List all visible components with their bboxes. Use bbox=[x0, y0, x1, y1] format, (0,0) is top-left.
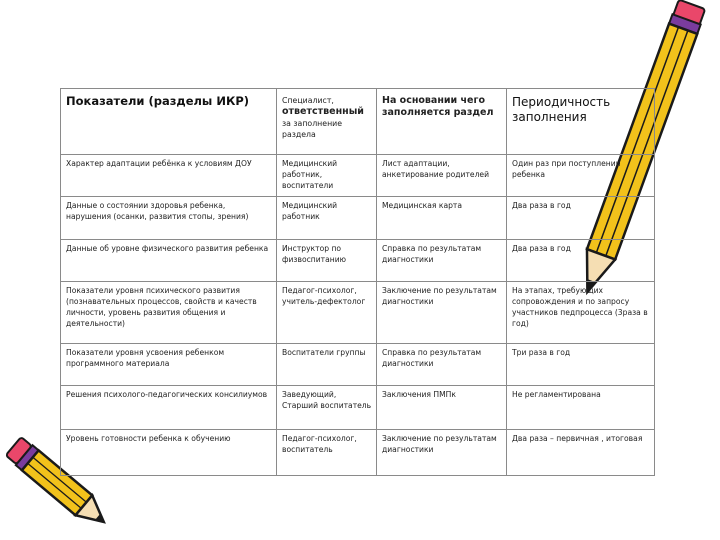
header-indicators bbox=[61, 89, 277, 155]
table-row bbox=[61, 155, 655, 197]
cell-specialist: Педагог-психолог, воспитатель bbox=[277, 430, 377, 476]
table-row bbox=[61, 344, 655, 386]
cell-specialist: Медицинский работник, воспитатели bbox=[277, 155, 377, 197]
table-row bbox=[61, 430, 655, 476]
cell-basis: Справка по результатам диагностики bbox=[377, 344, 507, 386]
cell-frequency: Не регламентирована bbox=[507, 386, 655, 430]
cell-specialist: Педагог-психолог, учитель-дефектолог bbox=[277, 282, 377, 344]
cell-specialist: Инструктор по физвоспитанию bbox=[277, 240, 377, 282]
cell-indicator: Характер адаптации ребёнка к условиям ДОУ bbox=[61, 155, 277, 197]
header-specialist-line3: за заполнение раздела bbox=[282, 119, 343, 139]
header-specialist-line2: ответственный bbox=[282, 106, 364, 117]
header-basis bbox=[377, 89, 507, 155]
cell-basis: Заключения ПМПк bbox=[377, 386, 507, 430]
table-row bbox=[61, 240, 655, 282]
cell-basis: Лист адаптации, анкетирование родителей bbox=[377, 155, 507, 197]
header-specialist-line1: Специалист, bbox=[282, 96, 334, 105]
header-specialist bbox=[277, 89, 377, 155]
header-frequency-label: Периодичность заполнения bbox=[512, 95, 611, 124]
cell-frequency: На этапах, требующих сопровождения и по запросу участников педпроцесса (3раза в год) bbox=[507, 282, 655, 344]
cell-frequency: Один раз при поступлении ребенка bbox=[507, 155, 655, 197]
table-header-row bbox=[61, 89, 655, 155]
table-row bbox=[61, 386, 655, 430]
cell-indicator: Данные о состоянии здоровья ребенка, нарушения (осанки, развития стопы, зрения) bbox=[61, 197, 277, 240]
header-basis-label: На основании чего заполняется раздел bbox=[382, 95, 494, 118]
header-indicators-label: Показатели (разделы ИКР) bbox=[66, 94, 250, 108]
ikr-table bbox=[60, 88, 655, 476]
cell-indicator: Показатели уровня психического развития (познавательных процессов, свойств и качеств личности, уровень развития общения и деятельности) bbox=[61, 282, 277, 344]
cell-frequency: Два раза в год bbox=[507, 197, 655, 240]
header-frequency bbox=[507, 89, 655, 155]
table-row bbox=[61, 197, 655, 240]
cell-frequency: Два раза в год bbox=[507, 240, 655, 282]
cell-indicator: Показатели уровня усвоения ребенком программного материала bbox=[61, 344, 277, 386]
cell-basis: Заключение по результатам диагностики bbox=[377, 282, 507, 344]
cell-specialist: Заведующий, Старший воспитатель bbox=[277, 386, 377, 430]
cell-indicator: Решения психолого-педагогических консилиумов bbox=[61, 386, 277, 430]
cell-specialist: Воспитатели группы bbox=[277, 344, 377, 386]
cell-indicator: Данные об уровне физического развития ребенка bbox=[61, 240, 277, 282]
cell-frequency: Два раза – первичная , итоговая bbox=[507, 430, 655, 476]
table-row bbox=[61, 282, 655, 344]
cell-basis: Медицинская карта bbox=[377, 197, 507, 240]
cell-basis: Заключение по результатам диагностики bbox=[377, 430, 507, 476]
cell-frequency: Три раза в год bbox=[507, 344, 655, 386]
cell-specialist: Медицинский работник bbox=[277, 197, 377, 240]
cell-basis: Справка по результатам диагностики bbox=[377, 240, 507, 282]
table-body bbox=[61, 155, 655, 476]
cell-indicator: Уровень готовности ребенка к обучению bbox=[61, 430, 277, 476]
